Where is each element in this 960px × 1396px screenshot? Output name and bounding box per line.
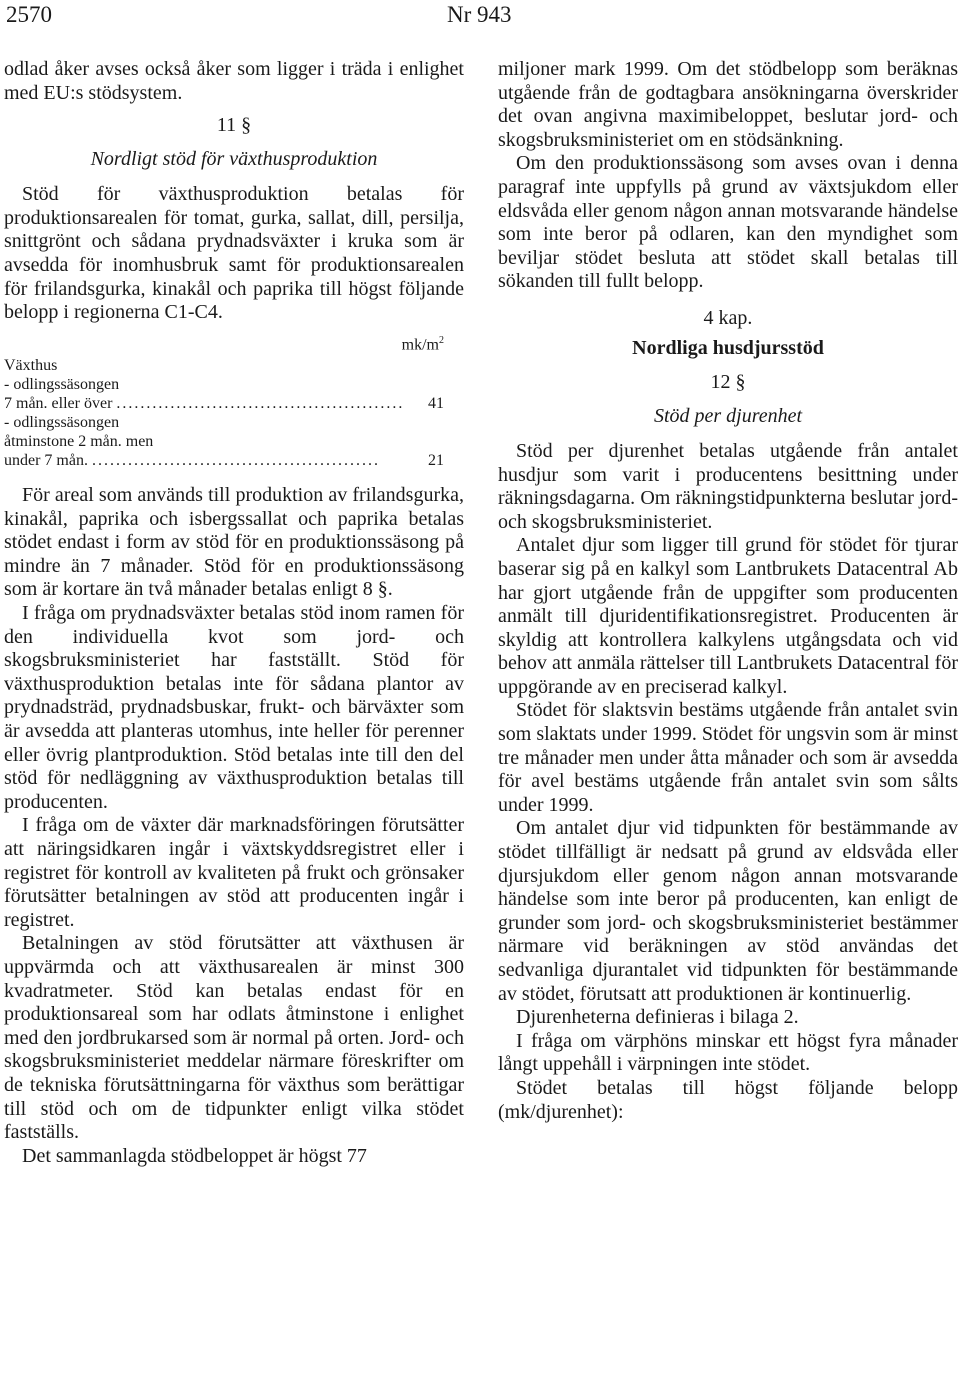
left-column — [4, 58, 464, 1168]
table-row-label: under 7 mån. — [4, 452, 88, 470]
support-table — [4, 331, 444, 470]
leader-dots: ................................................ — [91, 452, 380, 470]
paragraph: I fråga om de växter där marknadsföringen förutsätter att näringsidkaren ingår i växtskyddsregistret eller i registret för kontroll av kvaliteten på frukt och grönsaker förutsätter betalningen av stöd att producenten ingår i registret. — [4, 814, 464, 931]
paragraph: Betalningen av stöd förutsätter att växthusen är uppvärmda och att växthusarealen är minst 300 kvadratmeter. Stöd kan betalas endast för en produktionsareal som har odlats åtminstone i enlighet med den jordbrukarsed som är normal på orten. Jord- och skogsbruksministeriet meddelar närmare föreskrifter om de tekniska förutsättningarna för växthus som berättigar till stöd och om de tidpunkter enligt vilka stödet fastställs. — [4, 932, 464, 1144]
paragraph: Djurenheterna definieras i bilaga 2. — [516, 1006, 799, 1029]
paragraph: Stödet för slaktsvin bestäms utgående från antalet svin som slaktats under 1999. Stödet för ungsvin som är minst tre månader men under åtta månader och som är avsedda för avel bestäms utgående från antalet svin som sålts under 1999. — [498, 699, 958, 816]
section-title: Stöd per djurenhet — [653, 404, 803, 427]
table-row-label: åtminstone 2 mån. men — [4, 433, 154, 451]
right-column — [498, 58, 958, 1124]
section-title: Nordligt stöd för växthusproduktion — [90, 148, 378, 171]
table-row-label: - odlingssäsongen — [4, 414, 120, 432]
table-row — [4, 394, 444, 413]
paragraph: Stödet betalas till högst följande belopp (mk/djurenhet): — [498, 1076, 958, 1123]
page-header — [0, 0, 960, 36]
table-value: 21 — [428, 452, 444, 470]
paragraph: miljoner mark 1999. Om det stödbelopp som beräknas utgående från de godtagbara ansökningarna överskrider det ovan angivna maximibeloppet, beslutar jord- och skogsbruksministeriet om en stödsänkning. — [498, 58, 958, 151]
table-row — [4, 451, 444, 470]
paragraph: Om antalet djur vid tidpunkten för bestämmande av stödet tillfälligt är nedsatt på grund av eldsvåda eller djursjukdom eller genom någon annan motsvarande händelse som inte beror på producenten, kan enligt de grunder som jord- och skogsbruksministeriet bestämmer närmare vid beräkningen av stöd användas det sedvanliga djurantalet vid tidpunkten för bestämmande av stödet, förutsatt att produktionen är kontinuerlig. — [498, 817, 958, 1005]
section-number: 12 § — [710, 370, 746, 393]
table-row-label: 7 mån. eller över — [4, 395, 113, 413]
paragraph: För areal som används till produktion av frilandsgurka, kinakål, paprika och isbergssallat och paprika betalas stödet endast i form av stöd för en produktionssäsong på mindre än 7 månader. Stöd för en produktionssäsong som är kortare än två månader betalas enligt 8 §. — [4, 484, 464, 601]
paragraph: Om den produktionssäsong som avses ovan i denna paragraf inte uppfylls på grund av växtsjukdom eller eldsvåda eller genom någon annan motsvarande händelse som inte beror på odlaren, kan den myndighet som beviljar stödet besluta att stödet skall betalas till sökanden till fullt belopp. — [498, 152, 958, 293]
issue-number: Nr 943 — [447, 2, 512, 27]
paragraph: Stöd per djurenhet betalas utgående från antalet husdjur som varit i producentens besittning under räkningsdagarna. Om räkningstidpunkterna beslutar jord- och skogsbruksministeriet. — [498, 439, 958, 533]
paragraph: odlad åker avses också åker som ligger i träda i enlighet med EU:s stödsystem. — [4, 58, 464, 104]
paragraph: I fråga om prydnadsväxter betalas stöd inom ramen för den individuella kvot som jord- och skogsbruksministeriet har fastställt. Stöd för växthusproduktion betalas inte för sådana plantor av prydnadsträd, prydnadsbuskar, frukt- och bärväxter som är avsedda att planteras utomhus, inte heller för perenner eller övrig plantproduktion. Stöd betalas inte till den del stöd för nedläggning av växthusproduktion betalas till producenten. — [4, 602, 464, 813]
section-number: 11 § — [216, 114, 252, 137]
page-number: 2570 — [6, 2, 52, 27]
chapter-title: Nordliga husdjursstöd — [632, 336, 824, 359]
table-heading: Växthus — [4, 357, 58, 375]
paragraph: Det sammanlagda stödbeloppet är högst 77 — [22, 1144, 367, 1167]
chapter-number: 4 kap. — [703, 306, 753, 329]
table-row-label: - odlingssäsongen — [4, 376, 120, 394]
table-unit: $mk/m^2$ — [401, 334, 444, 354]
table-value: 41 — [428, 395, 444, 413]
paragraph: Antalet djur som ligger till grund för stödet för tjurar baserar sig på en kalkyl som Lantbrukets Datacentral Ab har gjort utgående från de uppgifter som producenten anmält till djuridentifikationsregistret. Producenten är skyldig att kontrollera kalkylens utgångsdata och vid behov att anmäla rättelser till Lantbrukets Datacentral för uppgörande av en preciserad kalkyl. — [498, 534, 958, 698]
leader-dots: ................................................ — [116, 395, 405, 413]
paragraph: Stöd för växthusproduktion betalas för produktionsarealen för tomat, gurka, sallat, dill, persilja, snittgrönt och sådana prydnadsväxter i kruka som är avsedda för inomhusbruk samt för produktionsarealen för frilandsgurka, kinakål och paprika till högst följande belopp i regionerna C1-C4. — [4, 183, 464, 324]
paragraph: I fråga om värphöns minskar ett högst fyra månader långt uppehåll i värpningen inte stödet. — [498, 1029, 958, 1076]
